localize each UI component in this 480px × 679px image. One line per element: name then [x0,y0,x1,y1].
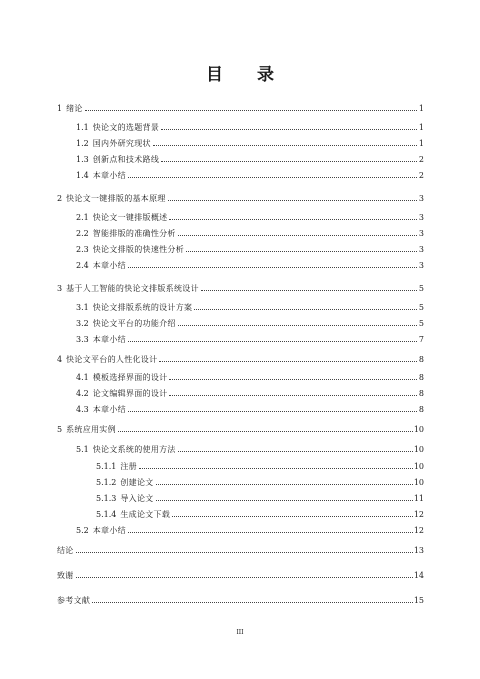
dot-leader [76,577,413,578]
toc-entry-page: 2 [418,171,424,180]
dot-leader [128,532,413,533]
dot-leader [178,451,413,452]
toc-entry-page: 10 [413,445,424,454]
toc-entry-page: 3 [418,229,424,238]
toc-entry-backmatter [57,570,424,581]
page-number: III [236,629,244,636]
dot-leader [178,325,417,326]
toc-entry-section [76,302,424,313]
toc-entry-page: 3 [418,194,424,203]
toc-entry-page: 1 [418,123,424,132]
toc-entry-page: 5 [418,319,424,328]
toc-entry-title: 国内外研究现状 [92,139,151,148]
toc-entry-page: 15 [413,596,424,605]
dot-leader [139,468,413,469]
dot-leader [118,431,413,432]
toc-entry-chapter [57,283,424,294]
toc-entry-number: 5.1.3 [96,494,117,503]
toc-entry-page: 3 [418,245,424,254]
toc-entry-section [76,318,424,329]
toc-entry-backmatter [57,545,424,556]
toc-entry-title: 快论文平台的人性化设计 [66,355,158,364]
toc-entry-page: 8 [418,355,424,364]
toc-entry-section [76,260,424,271]
toc-entry-title: 快论文的选题背景 [92,123,160,132]
dot-leader [92,602,413,603]
toc-entry-title: 快论文系统的使用方法 [92,445,176,454]
dot-leader [172,516,413,517]
toc-entry-title: 智能排版的准确性分析 [92,229,176,238]
toc-entry-page: 8 [418,373,424,382]
toc-entry-number: 5.1 [76,445,89,454]
toc-entry-page: 13 [413,546,424,555]
toc-entry-page: 11 [413,494,424,503]
toc-entry-section [76,334,424,345]
toc-entry-subsection [96,461,424,472]
toc-entry-section [76,525,424,536]
toc-entry-chapter [57,193,424,204]
toc-entry-number: 5.1.2 [96,478,117,487]
toc-entry-page: 10 [413,462,424,471]
toc-entry-number: 2 [57,194,63,203]
dot-leader [128,177,417,178]
toc-entry-number: 5.1.4 [96,510,117,519]
dot-leader [159,361,417,362]
toc-entry-page: 3 [418,261,424,270]
dot-leader [169,219,417,220]
toc-entry-number: 2.2 [76,229,89,238]
toc-entry-number: 3.3 [76,335,89,344]
toc-entry-title: 生成论文下载 [120,510,171,519]
dot-leader [128,411,417,412]
toc-entry-title: 快论文排版系统的设计方案 [92,303,193,312]
toc-entry-title: 参考文献 [57,596,91,605]
toc-entry-number: 5.2 [76,526,89,535]
toc-entry-number: 1.4 [76,171,89,180]
toc-entry-title: 快论文平台的功能介绍 [92,319,176,328]
toc-entry-section [76,138,424,149]
toc-entry-number: 5 [57,425,63,434]
dot-leader [85,110,417,111]
toc-entry-number: 2.1 [76,213,89,222]
dot-leader [161,161,417,162]
toc-entry-page: 1 [418,104,424,113]
toc-entry-subsection [96,477,424,488]
toc-entry-section [76,170,424,181]
toc-entry-number: 3.1 [76,303,89,312]
page-title: 目 录 [206,65,288,85]
toc-entry-page: 7 [418,335,424,344]
dot-leader [169,379,417,380]
dot-leader [186,251,417,252]
dot-leader [194,309,417,310]
toc-entry-number: 2.3 [76,245,89,254]
toc-entry-section [76,122,424,133]
dot-leader [156,484,413,485]
dot-leader [128,341,417,342]
toc-entry-number: 3.2 [76,319,89,328]
toc-entry-number: 1 [57,104,63,113]
toc-entry-page: 14 [413,571,424,580]
toc-entry-number: 4.3 [76,405,89,414]
toc-entry-section [76,212,424,223]
toc-entry-backmatter [57,595,424,606]
toc-entry-title: 本章小结 [92,405,126,414]
dot-leader [76,552,413,553]
toc-entry-chapter [57,354,424,365]
toc-entry-title: 本章小结 [92,335,126,344]
toc-entry-page: 1 [418,139,424,148]
toc-entry-chapter [57,103,424,114]
toc-entry-subsection [96,493,424,504]
toc-entry-title: 快论文一键排版的基本原理 [66,194,166,203]
toc-entry-page: 12 [413,526,424,535]
toc-entry-title: 结论 [57,546,74,555]
toc-entry-page: 5 [418,303,424,312]
toc-entry-title: 模板选择界面的设计 [92,373,168,382]
toc-entry-title: 绪论 [66,104,83,113]
toc-entry-page: 12 [413,510,424,519]
toc-entry-section [76,228,424,239]
toc-entry-number: 1.2 [76,139,89,148]
toc-entry-title: 致谢 [57,571,74,580]
toc-entry-title: 注册 [120,462,137,471]
toc-entry-chapter [57,424,424,435]
toc-entry-title: 基于人工智能的快论文排版系统设计 [66,284,199,293]
dot-leader [169,395,417,396]
toc-entry-section [76,444,424,455]
toc-entry-section [76,244,424,255]
toc-entry-title: 本章小结 [92,171,126,180]
dot-leader [128,267,417,268]
toc-entry-number: 1.3 [76,155,89,164]
dot-leader [168,200,417,201]
toc-entry-number: 4 [57,355,63,364]
toc-entry-section [76,154,424,165]
toc-entry-page: 10 [413,425,424,434]
dot-leader [178,235,417,236]
dot-leader [153,145,417,146]
dot-leader [201,290,417,291]
dot-leader [161,129,417,130]
toc-entry-number: 4.2 [76,389,89,398]
toc-entry-page: 8 [418,405,424,414]
toc-entry-page: 5 [418,284,424,293]
toc-entry-title: 快论文排版的快速性分析 [92,245,185,254]
toc-entry-title: 本章小结 [92,526,126,535]
toc-entry-page: 2 [418,155,424,164]
toc-entry-title: 快论文一键排版概述 [92,213,168,222]
toc-entry-number: 3 [57,284,63,293]
toc-entry-number: 2.4 [76,261,89,270]
toc-entry-section [76,404,424,415]
toc-entry-number: 1.1 [76,123,89,132]
toc-entry-page: 10 [413,478,424,487]
toc-entry-page: 8 [418,389,424,398]
toc-entry-page: 3 [418,213,424,222]
toc-entry-title: 本章小结 [92,261,126,270]
toc-entry-section [76,372,424,383]
toc-entry-number: 4.1 [76,373,89,382]
dot-leader [156,500,413,501]
toc-entry-section [76,388,424,399]
toc-entry-title: 创建论文 [120,478,154,487]
toc-entry-subsection [96,509,424,520]
toc-entry-title: 导入论文 [120,494,154,503]
toc-entry-title: 论文编辑界面的设计 [92,389,168,398]
toc-entry-number: 5.1.1 [96,462,117,471]
toc-entry-title: 创新点和技术路线 [92,155,160,164]
toc-entry-title: 系统应用实例 [66,425,116,434]
